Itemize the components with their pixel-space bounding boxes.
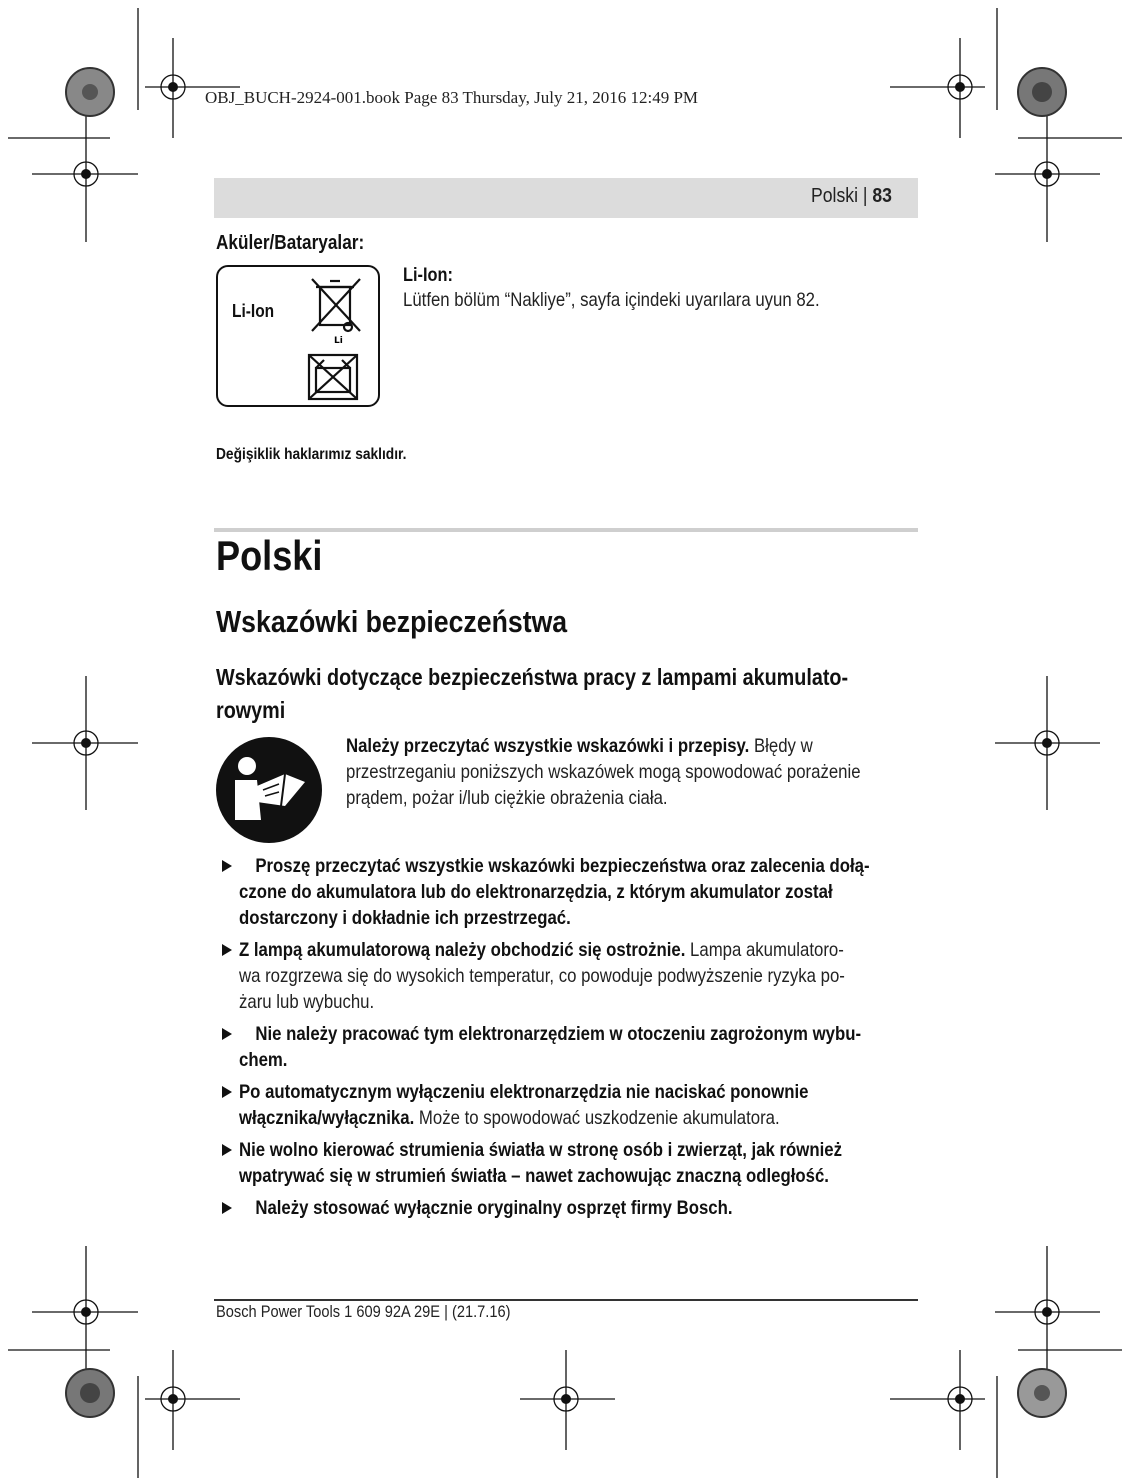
list-item [222, 937, 982, 1015]
bullet-1-line1: Proszę przeczytać wszystkie wskazówki bezpieczeństwa oraz zalecenia dołą- [255, 855, 870, 877]
list-item [222, 1137, 982, 1189]
bullet-2-bold: Z lampą akumulatorową należy obchodzić się ostrożnie. [239, 939, 686, 961]
list-item [222, 1079, 982, 1131]
bullet-triangle-icon [222, 1202, 232, 1214]
bullet-6-line1: Należy stosować wyłącznie oryginalny osprzęt firmy Bosch. [255, 1197, 733, 1219]
bullet-2-line2: wa rozgrzewa się do wysokich temperatur, co powoduje podwyższenie ryzyka po- [239, 965, 845, 987]
read-instructions-line3: prądem, pożar i/lub ciężkie obrażenia ciała. [346, 787, 668, 809]
battery-icon-sublabel: Li [334, 336, 343, 345]
safety-subtitle [216, 661, 848, 727]
safety-subtitle-line2: rowymi [216, 697, 286, 723]
safety-bullet-list [222, 853, 982, 1227]
safety-title: Wskazówki bezpieczeństwa [216, 604, 568, 639]
read-manual-icon [215, 736, 323, 844]
list-item [222, 1021, 982, 1073]
running-header-language: Polski [811, 185, 859, 207]
bullet-triangle-icon [222, 1144, 232, 1156]
bullet-5-line1: Nie wolno kierować strumienia światła w stronę osób i zwierząt, jak również [239, 1139, 842, 1161]
read-instructions-bold: Należy przeczytać wszystkie wskazówki i przepisy. [346, 735, 750, 757]
box-crossed-icon [306, 352, 360, 402]
page-number: 83 [872, 185, 892, 207]
running-header-separator: | [858, 185, 873, 207]
safety-subtitle-line1: Wskazówki dotyczące bezpieczeństwa pracy z lampami akumulato- [216, 664, 849, 690]
bullet-2-line1: Lampa akumulatoro- [685, 939, 844, 961]
bullet-3-line1: Nie należy pracować tym elektronarzędziem w otoczeniu zagrożonym wybu- [255, 1023, 862, 1045]
print-header: OBJ_BUCH-2924-001.book Page 83 Thursday, July 21, 2016 12:49 PM [205, 88, 699, 107]
read-instructions-line2: przestrzeganiu poniższych wskazówek mogą spowodować porażenie [346, 761, 861, 783]
bullet-4-line1: Po automatycznym wyłączeniu elektronarzędzia nie naciskać ponownie [239, 1081, 809, 1103]
bullet-triangle-icon [222, 944, 232, 956]
bullet-2-line3: żaru lub wybuchu. [239, 991, 375, 1013]
list-item [222, 1195, 982, 1221]
rights-note: Değişiklik haklarımız saklıdır. [216, 446, 407, 463]
bullet-1-line2: czone do akumulatora lub do elektronarzędzia, z którym akumulator został [239, 881, 833, 903]
bullet-triangle-icon [222, 1028, 232, 1040]
footer-rule [214, 1299, 918, 1301]
battery-disposal-box [216, 265, 380, 407]
section-title: Polski [216, 532, 323, 579]
bullet-4-bold: włącznika/wyłącznika. [239, 1107, 415, 1129]
list-item [222, 853, 982, 931]
liion-text: Lütfen bölüm “Nakliye”, sayfa içindeki uyarılara uyun 82. [403, 289, 820, 311]
bullet-4-line2: Może to spowodować uszkodzenie akumulatora. [414, 1107, 780, 1129]
liion-title: Li-Ion: [403, 265, 453, 286]
bullet-triangle-icon [222, 1086, 232, 1098]
bullet-3-line2: chem. [239, 1049, 288, 1071]
read-instructions-line1: Błędy w [749, 735, 813, 757]
bullet-1-line3: dostarczony i dokładnie ich przestrzegać. [239, 907, 571, 929]
bullet-triangle-icon [222, 860, 232, 872]
footer: Bosch Power Tools 1 609 92A 29E | (21.7.16) [216, 1302, 511, 1321]
recycling-bin-crossed-icon [308, 275, 364, 345]
battery-heading: Aküler/Bataryalar: [216, 232, 365, 254]
battery-icon-label: Li-Ion [232, 301, 275, 321]
bullet-5-line2: wpatrywać się w strumień światła – nawet zachowując znaczną odległość. [239, 1165, 829, 1187]
read-instructions [346, 733, 861, 811]
running-header [214, 178, 918, 218]
